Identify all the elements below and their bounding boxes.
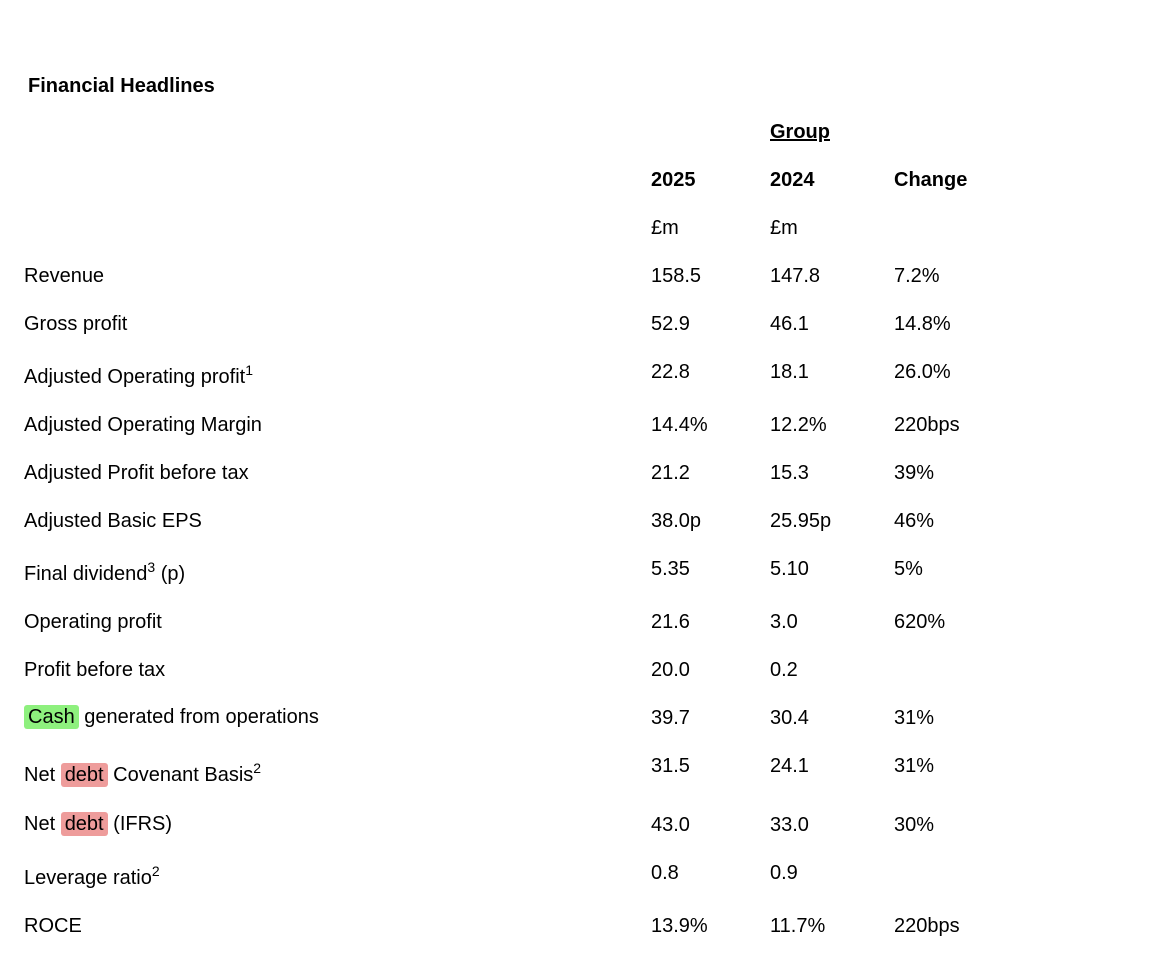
value-2024: 18.1 — [770, 361, 809, 383]
value-change: 7.2% — [894, 265, 940, 287]
value-2025: 39.7 — [651, 707, 690, 729]
highlighted-term: debt — [61, 812, 108, 836]
highlighted-term: debt — [61, 763, 108, 787]
column-header-change: Change — [894, 169, 968, 191]
value-change: 31% — [894, 707, 935, 729]
value-2025: 0.8 — [651, 862, 679, 884]
row-label — [24, 863, 160, 890]
table-row — [0, 611, 1170, 651]
value-2025: 43.0 — [651, 814, 690, 836]
table-row — [0, 313, 1170, 353]
value-2025: 14.4% — [651, 414, 708, 436]
value-2025: 31.5 — [651, 755, 690, 777]
column-header-2024: 2024 — [770, 169, 815, 191]
table-row — [0, 705, 1170, 745]
value-2025: 20.0 — [651, 659, 690, 681]
table-row — [0, 659, 1170, 699]
row-label — [24, 559, 186, 586]
row-label-text: Net — [24, 813, 61, 835]
row-label-text: Leverage ratio — [24, 867, 152, 889]
unit-label-2024: £m — [770, 217, 798, 239]
row-label: Adjusted Operating Margin — [24, 414, 262, 436]
table-row — [0, 265, 1170, 305]
value-change: 620% — [894, 611, 946, 633]
row-label — [24, 812, 172, 836]
value-change: 26.0% — [894, 361, 951, 383]
value-change: 39% — [894, 462, 935, 484]
value-2025: 13.9% — [651, 915, 708, 937]
row-label: Profit before tax — [24, 659, 166, 681]
table-row — [0, 414, 1170, 454]
row-label-text: Final dividend — [24, 563, 148, 585]
value-change: 5% — [894, 558, 923, 580]
table-row — [0, 915, 1170, 955]
value-change: 30% — [894, 814, 935, 836]
value-2025: 52.9 — [651, 313, 690, 335]
row-label: Adjusted Profit before tax — [24, 462, 249, 484]
row-label — [24, 362, 254, 389]
value-2024: 46.1 — [770, 313, 809, 335]
value-2024: 24.1 — [770, 755, 809, 777]
row-label-suffix: (IFRS) — [107, 813, 173, 835]
unit-label-2025: £m — [651, 217, 679, 239]
value-change: 220bps — [894, 414, 960, 436]
value-2024: 0.9 — [770, 862, 798, 884]
value-2025: 5.35 — [651, 558, 690, 580]
value-2025: 38.0p — [651, 510, 702, 532]
value-2025: 158.5 — [651, 265, 702, 287]
value-2024: 12.2% — [770, 414, 827, 436]
value-2024: 3.0 — [770, 611, 798, 633]
value-2025: 22.8 — [651, 361, 690, 383]
table-row — [0, 361, 1170, 401]
table-row — [0, 510, 1170, 550]
table-row — [0, 862, 1170, 902]
row-label: Operating profit — [24, 611, 162, 633]
value-2024: 15.3 — [770, 462, 809, 484]
footnote-marker: 1 — [245, 362, 254, 378]
row-label-suffix: Covenant Basis — [107, 764, 254, 786]
row-label-text: Net — [24, 764, 61, 786]
row-label-suffix: (p) — [155, 563, 186, 585]
row-label-text: Adjusted Operating profit — [24, 366, 246, 388]
row-label: Gross profit — [24, 313, 128, 335]
row-label — [24, 760, 262, 787]
column-header-2025: 2025 — [651, 169, 696, 191]
table-row — [0, 755, 1170, 795]
value-change: 220bps — [894, 915, 960, 937]
footnote-marker: 2 — [253, 760, 262, 776]
value-change: 46% — [894, 510, 935, 532]
row-label: Revenue — [24, 265, 105, 287]
value-2024: 147.8 — [770, 265, 821, 287]
footnote-marker: 3 — [147, 559, 156, 575]
row-label: ROCE — [24, 915, 82, 937]
row-label — [24, 705, 319, 729]
table-row — [0, 558, 1170, 598]
value-change: 31% — [894, 755, 935, 777]
table-row — [0, 462, 1170, 502]
row-label: Adjusted Basic EPS — [24, 510, 202, 532]
value-2024: 30.4 — [770, 707, 809, 729]
value-2025: 21.2 — [651, 462, 690, 484]
page-title: Financial Headlines — [28, 75, 215, 97]
value-2024: 5.10 — [770, 558, 809, 580]
group-column-heading: Group — [770, 121, 830, 143]
footnote-marker: 2 — [151, 863, 160, 879]
value-2025: 21.6 — [651, 611, 690, 633]
value-2024: 33.0 — [770, 814, 809, 836]
value-change: 14.8% — [894, 313, 951, 335]
value-2024: 25.95p — [770, 510, 832, 532]
value-2024: 11.7% — [770, 915, 826, 937]
table-row — [0, 812, 1170, 852]
row-label-suffix: generated from operations — [78, 706, 319, 728]
highlighted-term: Cash — [24, 705, 79, 729]
value-2024: 0.2 — [770, 659, 798, 681]
